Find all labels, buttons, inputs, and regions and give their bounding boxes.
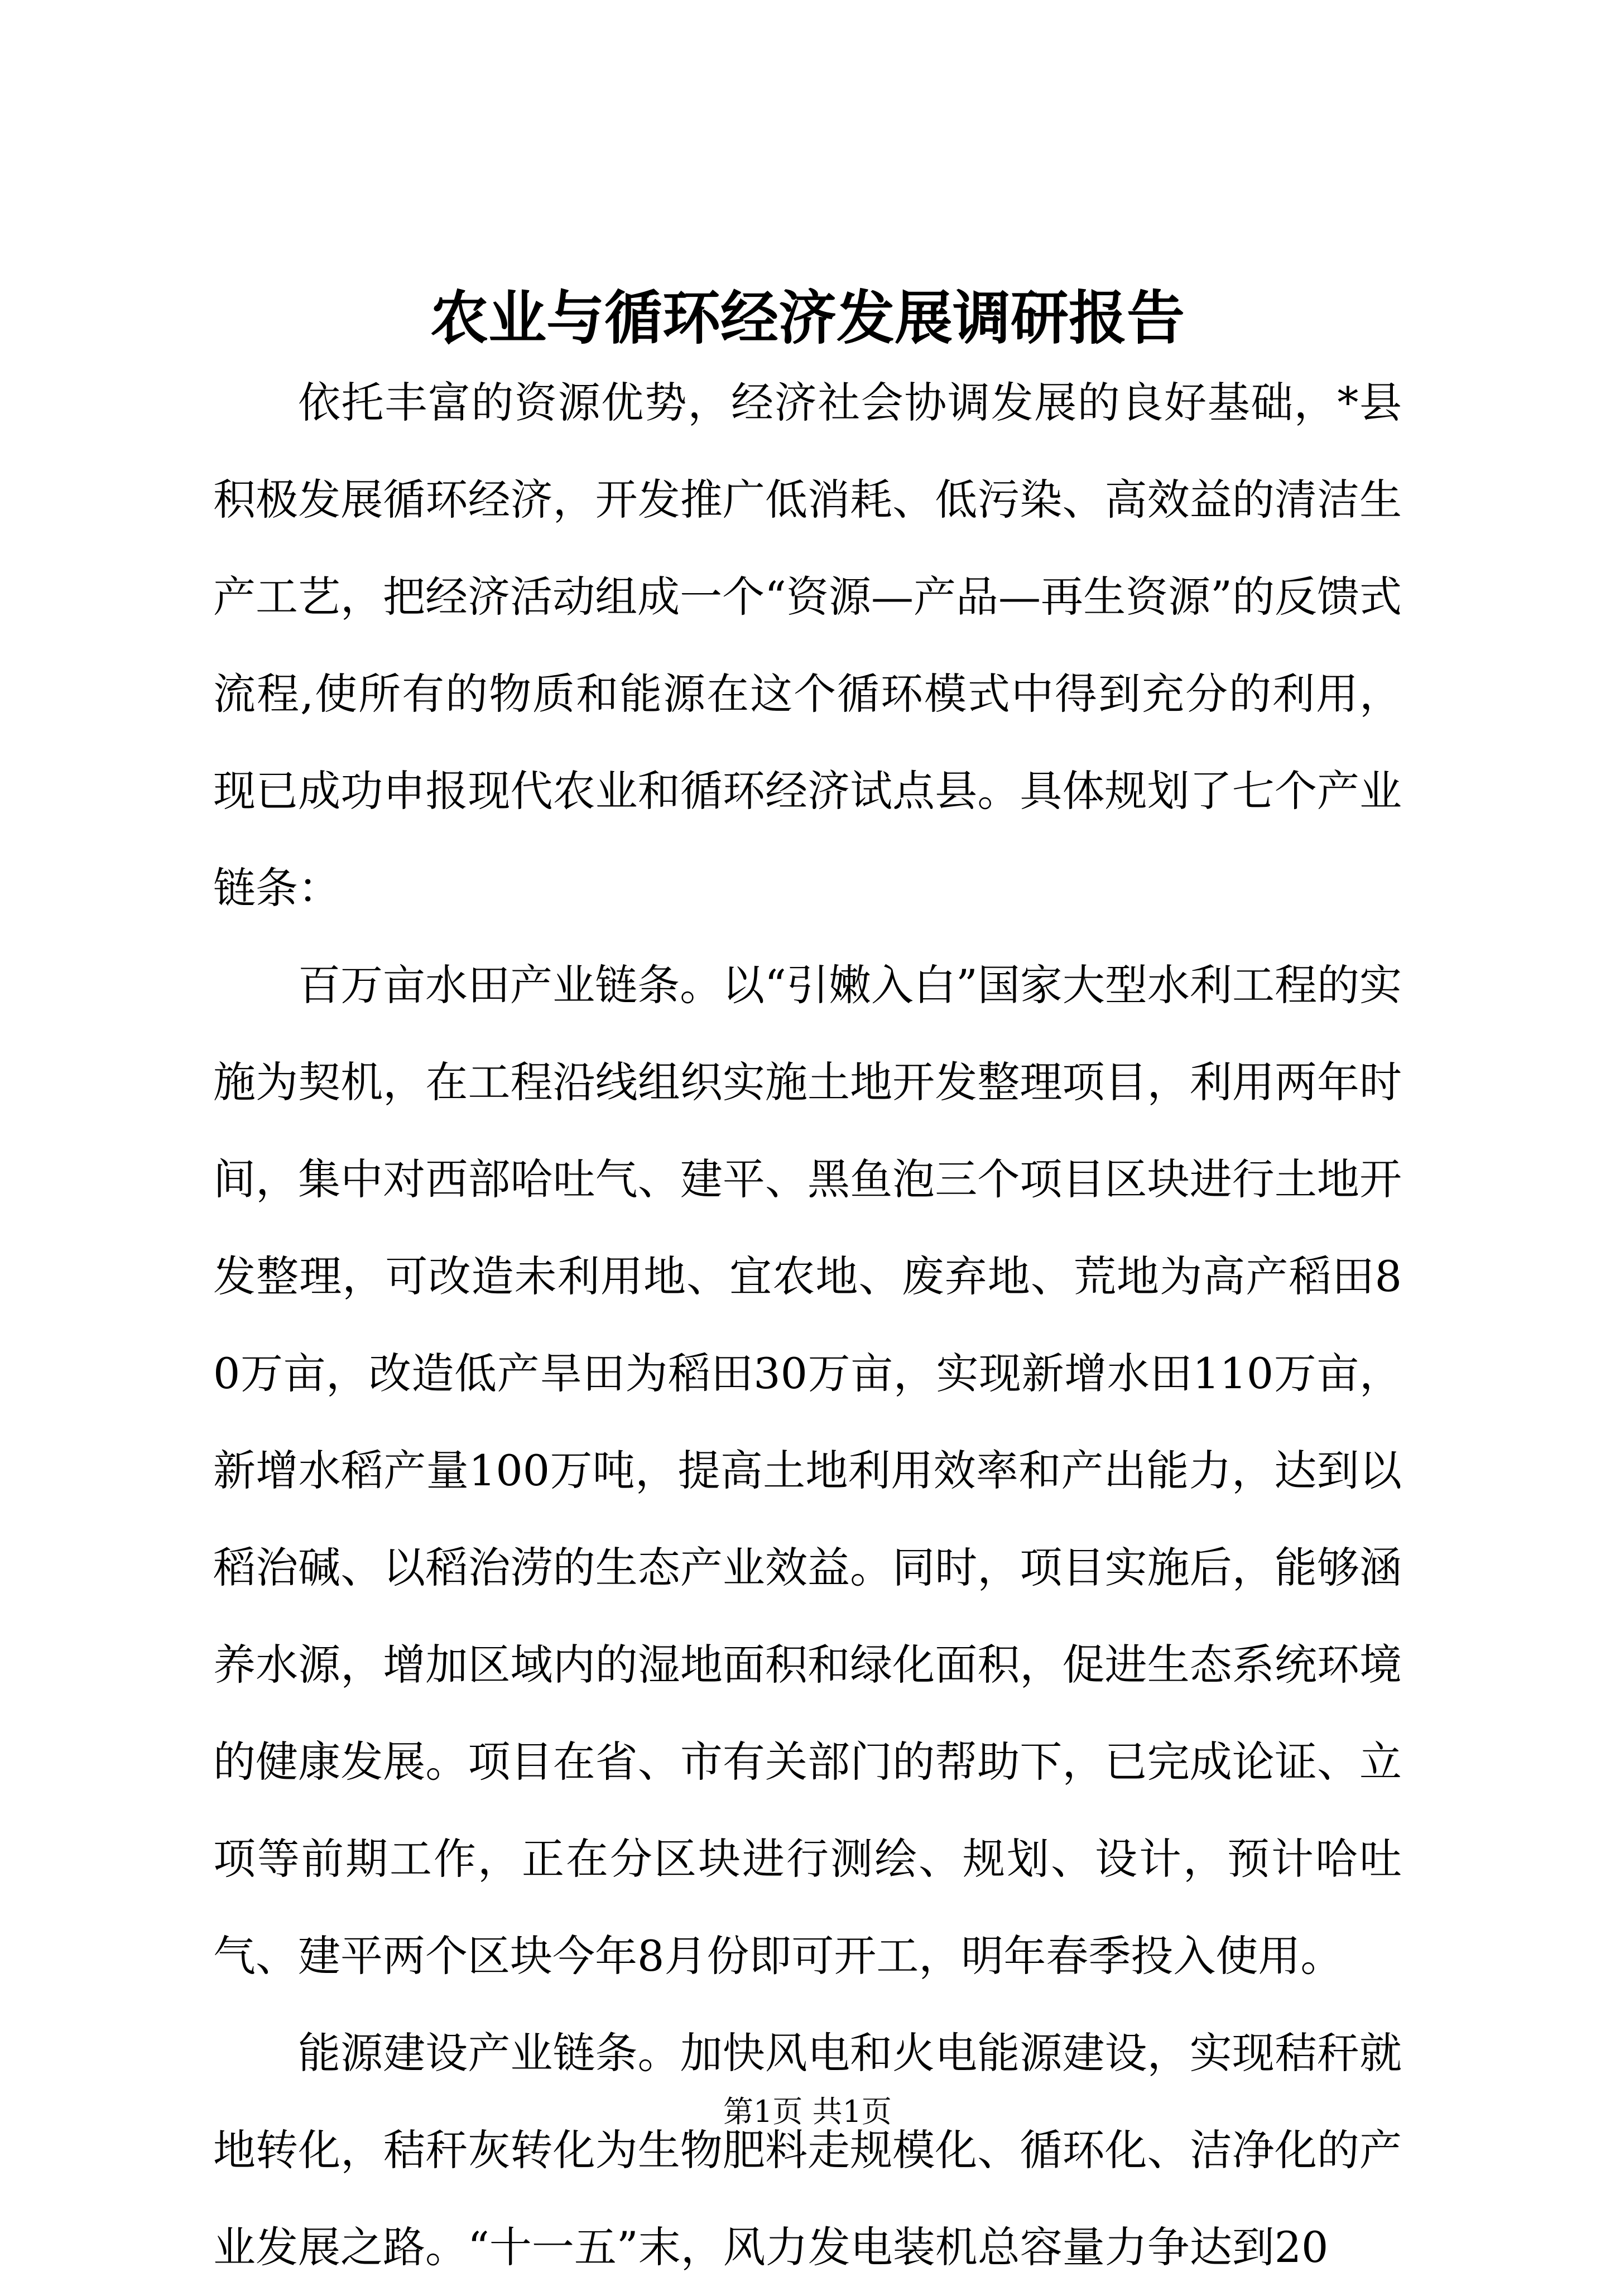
paragraph-intro: 依托丰富的资源优势，经济社会协调发展的良好基础，*县积极发展循环经济，开发推广低消耗、低污染、高效益的清洁生产工艺，把经济活动组成一个“资源—产品—再生资源”的反馈式流程,使所有的物质和能源在这个循环模式中得到充分的利用，现已成功申报现代农业和循环经济试点县。具体规划了七个产业链条： [213,378,1402,913]
page-footer: 第1页 共1页 [723,2094,892,2129]
paragraph-energy-chain: 能源建设产业链条。加快风电和火电能源建设，实现秸秆就地转化，秸秆灰转化为生物肥料走规模化、循环化、洁净化的产业发展之路。“十一五”末，风力发电装机总容量力争达到20 [213,2028,1402,2272]
paragraph-paddy-field-chain: 百万亩水田产业链条。以“引嫩入白”国家大型水利工程的实施为契机，在工程沿线组织实施土地开发整理项目，利用两年时间，集中对西部哈吐气、建平、黑鱼泡三个项目区块进行土地开发整理，可改造未利用地、宜农地、废弃地、荒地为高产稻田80万亩，改造低产旱田为稻田30万亩，实现新增水田110万亩，新增水稻产量100万吨，提高土地利用效率和产出能力，达到以稻治碱、以稻治涝的生态产业效益。同时，项目实施后，能够涵养水源，增加区域内的湿地面积和绿化面积，促进生态系统环境的健康发展。项目在省、市有关部门的帮助下，已完成论证、立项等前期工作，正在分区块进行测绘、规划、设计，预计哈吐气、建平两个区块今年8月份即可开工，明年春季投入使用。 [213,960,1402,1981]
document-body [213,354,1402,2296]
page-title: 农业与循环经济发展调研报告 [430,283,1185,352]
